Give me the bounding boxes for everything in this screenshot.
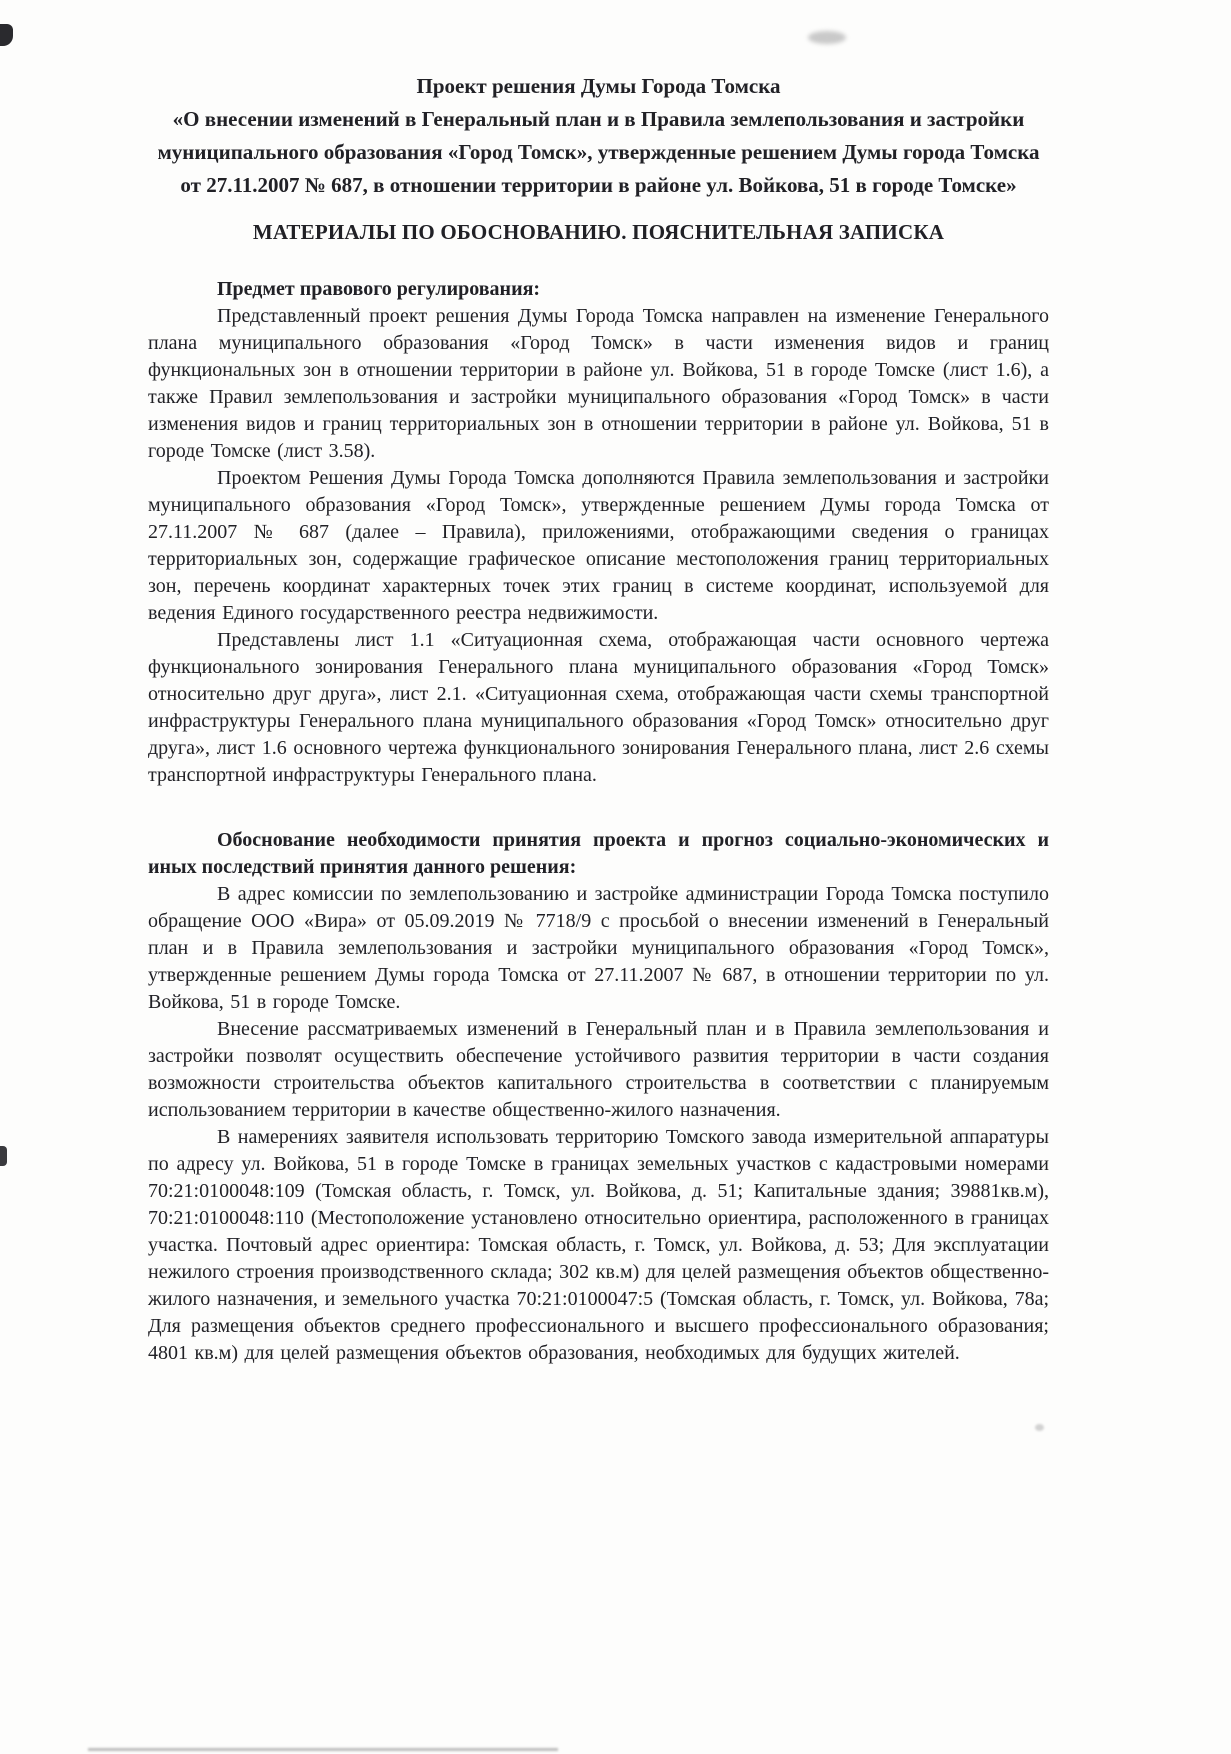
document-subtitle: МАТЕРИАЛЫ ПО ОБОСНОВАНИЮ. ПОЯСНИТЕЛЬНАЯ ЗАПИСКА [252,220,945,244]
section-heading: Предмет правового регулирования: [217,278,541,300]
paragraph: Представленный проект решения Думы Города Томска направлен на изменение Генерального плана муниципального образования «Город Томск» в части изменения видов и границ функциональных зон в отношении территории в районе ул. Войкова, 51 в городе Томске (лист 1.6), а также Правил землепользования и застройки муниципального образования «Город Томск» в части изменения видов и границ территориальных зон в отношении территории в районе ул. Войкова, 51 в городе Томске (лист 3.58). [148,305,1049,462]
scan-artifact-top-smudge [808,31,846,44]
scan-artifact-bottom-line [88,1748,558,1751]
paragraph: В намерениях заявителя использовать территорию Томского завода измерительной аппаратуры по адресу ул. Войкова, 51 в городе Томске в границах земельных участков с кадастровыми номерами 70:21:0100048:109 (Томская область, г. Томск, ул. Войкова, д. 51; Капитальные здания; 39881кв.м), 70:21:0100048:110 (Местоположение установлено относительно ориентира, расположенного в границах участка. Почтовый адрес ориентира: Томская область, г. Томск, ул. Войкова, д. 53; Для эксплуатации нежилого строения производственного склада; 302 кв.м) для целей размещения объектов общественно-жилого назначения, и земельного участка 70:21:0100047:5 (Томская область, г. Томск, ул. Войкова, 78а; Для размещения объектов среднего профессионального и высшего профессионального образования; 4801 кв.м) для целей размещения объектов образования, необходимых для будущих жителей. [148,1126,1049,1364]
scan-artifact-top-left [0,24,13,46]
section-justification [148,827,1049,1367]
document-title [148,70,1049,202]
paragraph: В адрес комиссии по землепользованию и застройке администрации Города Томска поступило обращение ООО «Вира» от 05.09.2019 № 7718/9 с просьбой о внесении изменений в Генеральный план и в Правила землепользования и застройки муниципального образования «Город Томск», утвержденные решением Думы города Томска от 27.11.2007 № 687, в отношении территории по ул. Войкова, 51 в городе Томске. [148,883,1049,1013]
section-subject-of-regulation [148,276,1049,789]
paragraph: Представлены лист 1.1 «Ситуационная схема, отображающая части основного чертежа функционального зонирования Генерального плана муниципального образования «Город Томск» относительно друг друга», лист 2.1. «Ситуационная схема, отображающая части схемы транспортной инфраструктуры Генерального плана муниципального образования «Город Томск» относительно друг друга», лист 1.6 основного чертежа функционального зонирования Генерального плана, лист 2.6 схемы транспортной инфраструктуры Генерального плана. [148,629,1049,786]
paragraph: Проектом Решения Думы Города Томска дополняются Правила землепользования и застройки муниципального образования «Город Томск», утвержденные решением Думы города Томска от 27.11.2007 № 687 (далее – Правила), приложениями, отображающими сведения о границах территориальных зон, содержащие графическое описание местоположения границ территориальных зон, перечень координат характерных точек этих границ в системе координат, используемой для ведения Единого государственного реестра недвижимости. [148,467,1049,624]
section-heading: Обоснование необходимости принятия проекта и прогноз социально-экономических и иных последствий принятия данного решения: [148,829,1049,878]
document-title-line-1: Проект решения Думы Города Томска [416,74,781,98]
scan-artifact-left-edge [0,1146,7,1166]
document-content [148,70,1049,1367]
scan-artifact-dot [1035,1424,1044,1431]
document-title-line-2: «О внесении изменений в Генеральный план и в Правила землепользования и застройки муниципального образования «Город Томск», утвержденные решением Думы города Томска от 27.11.2007 № 687, в отношении территории в районе ул. Войкова, 51 в городе Томске» [157,107,1040,197]
paragraph: Внесение рассматриваемых изменений в Генеральный план и в Правила землепользования и застройки позволят осуществить обеспечение устойчивого развития территории в части создания возможности строительства объектов капитального строительства в соответствии с планируемым использованием территории в качестве общественно-жилого назначения. [148,1018,1049,1121]
